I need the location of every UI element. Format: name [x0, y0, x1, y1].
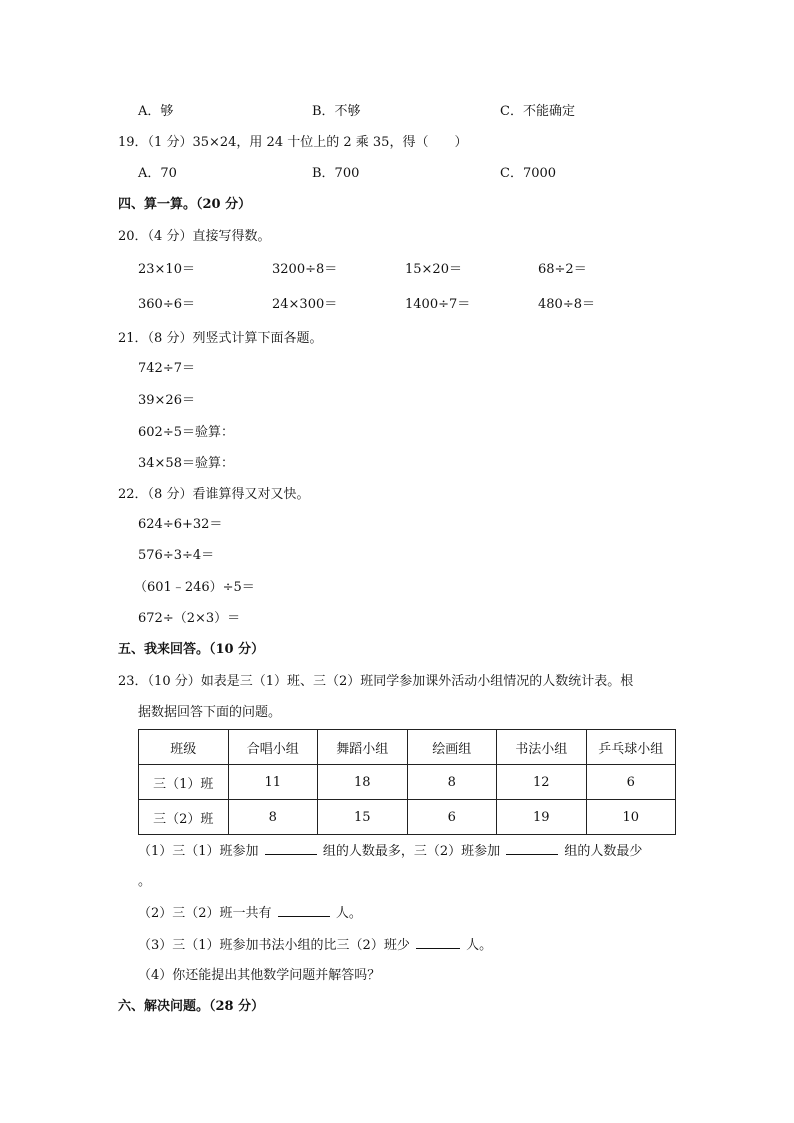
- q21-item: 34×58＝验算：: [138, 456, 234, 471]
- q19-option-b: B．700: [312, 166, 360, 181]
- table-cell: 6: [586, 765, 676, 800]
- table-cell: 11: [228, 765, 318, 800]
- q19-option-a: A．70: [138, 166, 177, 181]
- table-cell: 10: [586, 800, 676, 835]
- q20-item: 68÷2＝: [538, 262, 587, 277]
- q22-item: 576÷3÷4＝: [138, 548, 215, 563]
- q23-sub1-text-b: 组的人数最多，三（2）班参加: [322, 844, 501, 859]
- section-4-title: 四、算一算。（20 分）: [118, 197, 252, 212]
- section-6-title: 六、解决问题。（28 分）: [118, 999, 265, 1014]
- q23-stem-line1: 23．（10 分）如表是三（1）班、三（2）班同学参加课外活动小组情况的人数统计表。根: [118, 674, 634, 689]
- table-cell: 三（1）班: [139, 765, 229, 800]
- q20-item: 1400÷7＝: [405, 297, 471, 312]
- q23-sub1-text-a: （1）三（1）班参加: [138, 844, 259, 859]
- q19-option-c: C．7000: [500, 166, 557, 181]
- table-header-cell: 绘画组: [407, 730, 497, 765]
- q21-item: 742÷7＝: [138, 361, 195, 376]
- table-header-cell: 乒乓球小组: [586, 730, 676, 765]
- table-cell: 19: [497, 800, 587, 835]
- table-cell: 8: [407, 765, 497, 800]
- q23-sub2: [138, 904, 362, 923]
- table-row: [139, 765, 676, 800]
- table-cell: 15: [318, 800, 408, 835]
- q20-item: 360÷6＝: [138, 297, 195, 312]
- q20-stem: 20．（4 分）直接写得数。: [118, 229, 271, 244]
- table-cell: 三（2）班: [139, 800, 229, 835]
- q22-item: 672÷（2×3）＝: [138, 611, 241, 626]
- table-header-row: [139, 730, 676, 765]
- table-header-cell: 舞蹈小组: [318, 730, 408, 765]
- q23-sub2-text-b: 人。: [335, 906, 362, 921]
- q23-sub3: [138, 936, 492, 955]
- section-5-title: 五、我来回答。（10 分）: [118, 642, 265, 657]
- table-row: [139, 800, 676, 835]
- q20-item: 480÷8＝: [538, 297, 595, 312]
- answer-blank[interactable]: [265, 842, 317, 855]
- table-cell: 8: [228, 800, 318, 835]
- table-header-cell: 书法小组: [497, 730, 587, 765]
- table-header-cell: 合唱小组: [228, 730, 318, 765]
- q20-item: 3200÷8＝: [272, 262, 338, 277]
- q21-stem: 21．（8 分）列竖式计算下面各题。: [118, 331, 323, 346]
- q20-item: 15×20＝: [405, 262, 462, 277]
- q20-item: 24×300＝: [272, 297, 338, 312]
- q18-option-b: B．不够: [312, 104, 361, 119]
- q23-sub4: （4）你还能提出其他数学问题并解答吗？: [138, 968, 381, 983]
- q22-stem: 22．（8 分）看谁算得又对又快。: [118, 487, 310, 502]
- q21-item: 39×26＝: [138, 393, 195, 408]
- answer-blank[interactable]: [416, 936, 460, 949]
- answer-blank[interactable]: [278, 904, 330, 917]
- q22-item: （601﹣246）÷5＝: [134, 580, 255, 595]
- q23-sub1-tail: 。: [138, 874, 152, 889]
- q19-stem: 19．（1 分）35×24，用 24 十位上的 2 乘 35，得（ ）: [118, 135, 468, 150]
- q23-sub3-text-a: （3）三（1）班参加书法小组的比三（2）班少: [138, 938, 410, 953]
- q18-option-a: A．够: [138, 104, 174, 119]
- q23-stem-line2: 据数据回答下面的问题。: [138, 705, 282, 720]
- q23-sub1-text-c: 组的人数最少: [564, 844, 643, 859]
- q21-item: 602÷5＝验算：: [138, 425, 234, 440]
- table-cell: 18: [318, 765, 408, 800]
- answer-blank[interactable]: [506, 842, 558, 855]
- q23-sub1: [138, 842, 642, 861]
- q20-item: 23×10＝: [138, 262, 195, 277]
- q22-item: 624÷6+32＝: [138, 517, 223, 532]
- table-cell: 6: [407, 800, 497, 835]
- activity-stats-table: [138, 729, 676, 835]
- q23-sub3-text-b: 人。: [466, 938, 493, 953]
- table-header-cell: 班级: [139, 730, 229, 765]
- q23-sub2-text-a: （2）三（2）班一共有: [138, 906, 272, 921]
- q18-option-c: C．不能确定: [500, 104, 575, 119]
- table-cell: 12: [497, 765, 587, 800]
